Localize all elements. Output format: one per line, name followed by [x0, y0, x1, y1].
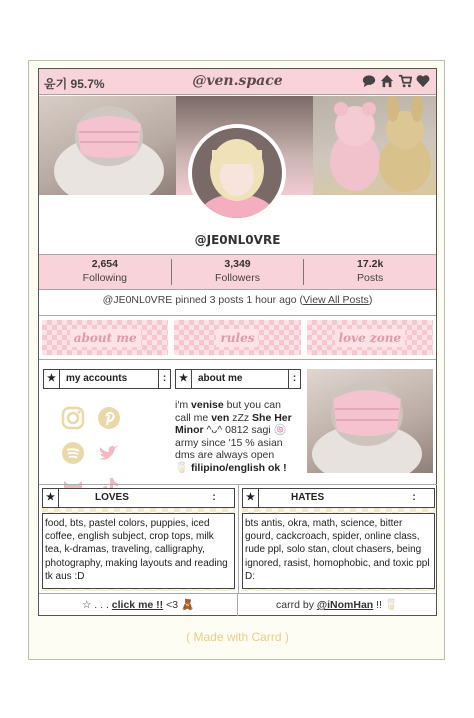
about-text: call me — [175, 411, 212, 424]
spotify-icon[interactable] — [57, 455, 89, 472]
star-icon: ★ — [243, 489, 259, 507]
about-text: zZz — [229, 411, 253, 424]
accounts-about-section — [39, 365, 436, 480]
pinterest-icon[interactable] — [93, 420, 125, 437]
loves-header — [42, 488, 235, 508]
footer-text: carrd by — [276, 599, 317, 611]
avatar-image — [192, 128, 282, 218]
colon-mark: : — [158, 370, 170, 388]
loves-list: food, bts, pastel colors, puppies, iced coffee, english subject, crop tops, milk tea, k-dramas, traveling, calligraphy, photography, making layouts and reading tk aus :D — [42, 513, 235, 589]
twitter-icon[interactable] — [93, 455, 125, 472]
nav-row — [39, 315, 436, 360]
cart-icon[interactable] — [398, 74, 412, 88]
pinned-close: ) — [368, 294, 373, 306]
stat-number: 17.2k — [357, 258, 384, 270]
star-icon: ★ — [44, 370, 60, 388]
stat-number: 3,349 — [224, 258, 251, 270]
about-text: ^ᴗ^ 0812 sagi 🍥 — [203, 424, 287, 436]
chat-icon[interactable] — [362, 74, 376, 88]
instagram-icon[interactable] — [57, 420, 89, 437]
hates-label: HATES — [291, 492, 325, 503]
stat-followers[interactable] — [172, 259, 305, 285]
about-minor: Minor — [175, 424, 204, 436]
site-title: @ven.space — [192, 73, 283, 89]
stat-label: Posts — [357, 272, 384, 284]
about-me-label: about me — [198, 373, 243, 384]
loves-panel — [39, 484, 238, 594]
colon-mark: : — [212, 492, 216, 503]
plush-toys-photo — [313, 96, 436, 195]
profile-handle: @JE0NL0VRE — [194, 233, 281, 247]
nav-label: love zone — [335, 329, 406, 347]
click-me-section — [39, 594, 238, 616]
stat-following[interactable] — [39, 259, 172, 285]
about-nickname: ven — [211, 411, 230, 424]
colon-mark: : — [288, 370, 300, 388]
cat-side-photo — [307, 369, 433, 473]
loves-label: LOVES — [95, 492, 129, 503]
home-icon[interactable] — [380, 74, 394, 88]
my-accounts-label: my accounts — [66, 373, 128, 384]
star-icon: ★ — [176, 370, 192, 388]
about-me-button[interactable] — [42, 320, 168, 355]
cat-photo — [39, 96, 176, 195]
battery-status: 윤기 95.7% — [44, 77, 105, 91]
star-icon: ★ — [43, 489, 59, 507]
card-footer — [39, 593, 436, 616]
about-pronouns: She Her — [252, 411, 292, 424]
credit-section — [238, 594, 436, 616]
stat-label: Following — [82, 272, 128, 284]
footer-text: <3 🧸 — [163, 599, 195, 611]
about-me-header — [175, 369, 301, 389]
love-zone-button[interactable] — [307, 320, 433, 355]
made-with-carrd-link[interactable]: ( Made with Carrd ) — [186, 630, 289, 644]
footer-text: ☆ . . . — [81, 599, 112, 611]
stat-number: 2,654 — [91, 258, 118, 270]
about-text: dms are always open — [175, 449, 275, 461]
stat-label: Followers — [215, 272, 260, 284]
about-text: but you can — [223, 399, 281, 411]
pinned-text: @JE0NL0VRE pinned 3 posts 1 hour ago ( — [102, 294, 304, 306]
colon-mark: : — [412, 492, 416, 503]
top-bar — [39, 69, 436, 95]
avatar[interactable] — [188, 124, 286, 222]
click-me-link[interactable]: click me !! — [111, 599, 164, 611]
hates-list: bts antis, okra, math, science, bitter gourd, cackcroach, spider, online class, rude ppl, solo stan, clout chasers, being ignored, rasist, homophobic, and toxic ppl D: — [242, 513, 435, 589]
about-name: venise — [191, 399, 224, 411]
pinned-notice — [39, 294, 436, 306]
nav-label: about me — [70, 329, 141, 347]
creator-link[interactable]: @iNomHan — [316, 599, 374, 611]
stat-posts[interactable] — [304, 259, 436, 285]
footer-text: !! 🥛 — [373, 599, 398, 611]
nav-label: rules — [216, 329, 258, 347]
hates-header — [242, 488, 435, 508]
top-icons — [362, 74, 430, 88]
about-text: army since '15 % asian — [175, 436, 283, 449]
about-text: i'm — [175, 399, 192, 411]
about-languages: filipino/english ok ! — [191, 461, 287, 474]
my-accounts-header — [43, 369, 171, 389]
about-me-text — [175, 399, 303, 474]
page-frame — [28, 60, 445, 660]
hates-panel — [238, 484, 437, 594]
heart-icon[interactable] — [416, 74, 430, 88]
milk-emoji: 🥛 — [175, 461, 191, 474]
rules-button[interactable] — [174, 320, 300, 355]
view-all-posts-link[interactable]: View All Posts — [303, 294, 369, 306]
stats-bar — [39, 254, 436, 290]
profile-card — [38, 68, 437, 616]
